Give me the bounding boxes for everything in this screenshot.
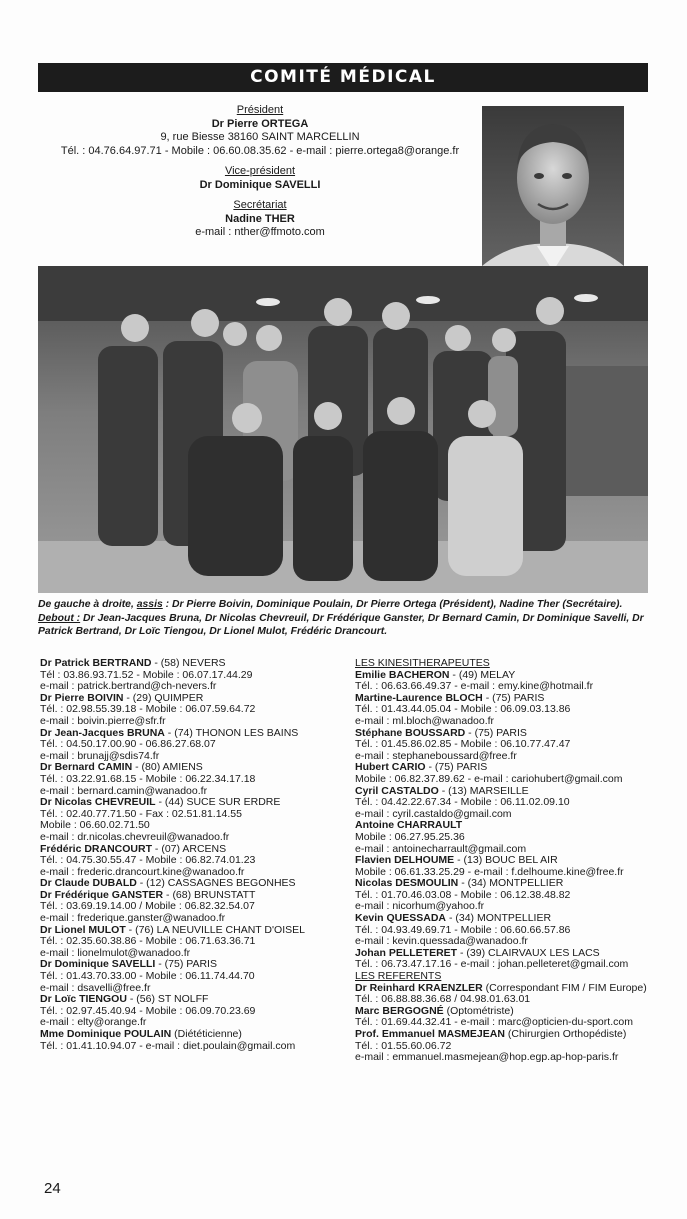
contact-entry — [355, 786, 655, 821]
contact-entry — [355, 1006, 655, 1029]
contact-entry — [355, 1029, 655, 1064]
contact-name: Kevin QUESSADA — [355, 912, 447, 925]
contact-name: Dr Bernard CAMIN — [40, 761, 133, 774]
officer-secretariat — [40, 199, 480, 240]
contact-line: Mobile : 06.60.02.71.50 — [40, 819, 150, 832]
contact-entry — [355, 983, 655, 1006]
caption-text: Dr Jean-Jacques Bruna, Dr Nicolas Chevreuil, Dr Frédérique Ganster, Dr Bernard Camin, Dr Dominique Savelli, Dr Patrick Bertrand, Dr Loïc Tiengou, Dr Lionel Mulot, Frédéric Drancourt. — [38, 612, 644, 637]
contact-line: Tél. : 04.75.30.55.47 - Mobile : 06.82.74.01.23 — [40, 854, 256, 867]
contact-name: Mme Dominique POULAIN — [40, 1028, 172, 1040]
contact-location: - (39) CLAIRVAUX LES LACS — [457, 946, 600, 959]
contact-name: Marc BERGOGNÉ — [355, 1004, 444, 1017]
specialists-list — [355, 658, 655, 1064]
contact-name: Dr Jean-Jacques BRUNA — [40, 726, 165, 739]
contact-name: Hubert CARIO — [355, 761, 426, 774]
officer-vice-president — [40, 165, 480, 192]
contact-line: e-mail : lionelmulot@wanadoo.fr — [40, 946, 191, 959]
contact-line: Tél. : 03.22.91.68.15 - Mobile : 06.22.34.17.18 — [40, 772, 256, 785]
contact-line: Tél. : 01.43.44.05.04 - Mobile : 06.09.03.13.86 — [355, 703, 571, 716]
contact-name: Dr Lionel MULOT — [40, 923, 126, 936]
contact-location: - (58) NEVERS — [151, 657, 226, 669]
contact-location: - (68) BRUNSTATT — [163, 888, 256, 901]
contact-location: - (13) BOUC BEL AIR — [454, 854, 558, 867]
contact-location: - (75) PARIS — [425, 761, 488, 774]
contact-line: e-mail : ml.bloch@wanadoo.fr — [355, 714, 495, 727]
contact-name: Dr Nicolas CHEVREUIL — [40, 796, 156, 809]
section-heading: LES REFERENTS — [355, 970, 442, 983]
caption-standing — [38, 612, 650, 639]
contact-line: e-mail : elty@orange.fr — [40, 1016, 147, 1029]
contact-name: Dr Patrick BERTRAND — [40, 657, 152, 669]
contact-line: e-mail : boivin.pierre@sfr.fr — [40, 714, 166, 727]
contact-name: Frédéric DRANCOURT — [40, 842, 153, 855]
contact-entry — [355, 728, 655, 763]
contact-entry — [40, 890, 350, 925]
contact-line: e-mail : frederic.drancourt.kine@wanadoo.fr — [40, 865, 245, 878]
section-heading: LES KINESITHERAPEUTES — [355, 657, 490, 669]
contact-name: Dr Dominique SAVELLI — [40, 958, 156, 971]
contact-line: Tél. : 04.93.49.69.71 - Mobile : 06.60.66.57.86 — [355, 923, 571, 936]
contact-location: (Optométriste) — [443, 1004, 514, 1017]
page-number: 24 — [44, 1180, 61, 1197]
contact-location: - (44) SUCE SUR ERDRE — [155, 796, 281, 809]
contact-location: - (76) LA NEUVILLE CHANT D'OISEL — [125, 923, 305, 936]
contact-line: Tél. : 01.55.60.06.72 — [355, 1039, 452, 1052]
contact-line: e-mail : stephaneboussard@free.fr — [355, 749, 517, 762]
contact-line: Tél. : 01.43.70.33.00 - Mobile : 06.11.74.44.70 — [40, 970, 255, 983]
officer-contact: e-mail : nther@ffmoto.com — [195, 226, 325, 238]
contact-location: - (75) PARIS — [482, 691, 545, 704]
contact-name: Emilie BACHERON — [355, 668, 450, 681]
contact-line: e-mail : dr.nicolas.chevreuil@wanadoo.fr — [40, 830, 230, 843]
contact-name: Dr Frédérique GANSTER — [40, 888, 164, 901]
contact-location: - (49) MELAY — [449, 668, 516, 681]
contact-location: - (80) AMIENS — [132, 761, 203, 774]
contact-entry — [40, 728, 350, 763]
caption-label: De gauche à droite, — [38, 599, 134, 610]
committee-group-photo — [38, 266, 648, 593]
contact-name: Antoine CHARRAULT — [355, 819, 463, 832]
contact-name: Johan PELLETERET — [355, 946, 458, 959]
section-title: COMITÉ MÉDICAL — [38, 63, 648, 92]
contact-name: Cyril CASTALDO — [355, 784, 439, 797]
contact-location: - (29) QUIMPER — [123, 691, 204, 704]
contact-name: Dr Claude DUBALD — [40, 877, 137, 890]
contact-location: (Correspondant FIM / FIM Europe) — [482, 981, 647, 994]
contact-entry — [40, 844, 350, 879]
contact-heading — [355, 855, 655, 867]
contact-line: Mobile : 06.82.37.89.62 - e-mail : cariohubert@gmail.com — [355, 772, 623, 785]
contact-entry — [355, 762, 655, 785]
contact-entry — [40, 762, 350, 797]
contact-line: Tél. : 02.40.77.71.50 - Fax : 02.51.81.14.55 — [40, 807, 242, 820]
contact-heading — [40, 1029, 350, 1041]
contact-name: Nicolas DESMOULIN — [355, 877, 459, 890]
caption-label: Debout : — [38, 612, 81, 624]
contact-line: e-mail : antoinecharrault@gmail.com — [355, 842, 527, 855]
contact-line: e-mail : emmanuel.masmejean@hop.egp.ap-hop-paris.fr — [355, 1051, 619, 1064]
contact-line: Tél. : 04.42.22.67.34 - Mobile : 06.11.02.09.10 — [355, 796, 570, 809]
contact-location: - (75) PARIS — [155, 958, 217, 971]
contact-line: Tél. : 01.45.86.02.85 - Mobile : 06.10.77.47.47 — [355, 738, 571, 751]
contact-entry — [355, 878, 655, 913]
officer-role: Vice-président — [224, 165, 296, 177]
contact-entry — [40, 797, 350, 843]
contact-heading — [40, 797, 350, 809]
contact-name: Prof. Emmanuel MASMEJEAN — [355, 1028, 505, 1040]
contact-location: - (13) MARSEILLE — [438, 784, 529, 797]
caption-seated — [38, 598, 650, 612]
contact-line: Tél. : 02.98.55.39.18 - Mobile : 06.07.59.64.72 — [40, 703, 256, 716]
contact-location: - (56) ST NOLFF — [126, 993, 209, 1006]
officer-name: Dr Pierre ORTEGA — [211, 117, 309, 130]
doctors-list — [40, 658, 350, 1052]
contact-line: e-mail : dsavelli@free.fr — [40, 981, 151, 994]
officers-block — [40, 104, 480, 240]
contact-entry — [40, 1029, 350, 1052]
photo-caption — [38, 598, 650, 639]
contact-name: Dr Reinhard KRAENZLER — [355, 981, 483, 994]
contact-name: Stéphane BOUSSARD — [355, 726, 466, 739]
contact-line: Tél : 03.86.93.71.52 - Mobile : 06.07.17.44.29 — [40, 668, 253, 681]
contact-entry — [40, 925, 350, 960]
officer-role: Président — [236, 104, 284, 116]
contact-location: - (34) MONTPELLIER — [446, 912, 552, 925]
contact-location: - (07) ARCENS — [152, 842, 227, 855]
contact-name: Martine-Laurence BLOCH — [355, 691, 483, 704]
contact-name: Dr Loïc TIENGOU — [40, 993, 127, 1006]
contact-location: - (12) CASSAGNES BEGONHES — [136, 877, 296, 890]
contact-name: Dr Pierre BOIVIN — [40, 691, 124, 704]
contact-location: (Diététicienne) — [171, 1028, 242, 1040]
contact-line: Tél. : 01.69.44.32.41 - e-mail : marc@opticien-du-sport.com — [355, 1016, 633, 1029]
caption-sublabel: assis — [136, 599, 163, 610]
contact-entry — [355, 670, 655, 693]
contact-line: e-mail : frederique.ganster@wanadoo.fr — [40, 912, 226, 925]
contact-line: e-mail : cyril.castaldo@gmail.com — [355, 807, 512, 820]
contact-entry — [355, 913, 655, 948]
contact-heading — [355, 1029, 655, 1041]
contact-heading — [40, 658, 350, 670]
officer-name: Dr Dominique SAVELLI — [199, 178, 321, 191]
contact-line: e-mail : patrick.bertrand@ch-nevers.fr — [40, 680, 217, 693]
contact-line: Mobile : 06.61.33.25.29 - e-mail : f.delhoume.kine@free.fr — [355, 865, 624, 878]
contact-line: Tél. : 01.41.10.94.07 - e-mail : diet.poulain@gmail.com — [40, 1039, 296, 1052]
contact-entry — [40, 994, 350, 1029]
caption-text: : Dr Pierre Boivin, Dominique Poulain, Dr Pierre Ortega (Président), Nadine Ther (Secrétaire). — [162, 599, 623, 610]
contact-location: - (75) PARIS — [465, 726, 527, 739]
contact-line: Mobile : 06.27.95.25.36 — [355, 830, 465, 843]
contact-line: e-mail : nicorhum@yahoo.fr — [355, 900, 485, 913]
contact-line: Tél. : 02.97.45.40.94 - Mobile : 06.09.70.23.69 — [40, 1004, 256, 1017]
contact-line: Tél. : 02.35.60.38.86 - Mobile : 06.71.63.36.71 — [40, 935, 256, 948]
officer-address: 9, rue Biesse 38160 SAINT MARCELLIN — [160, 131, 360, 143]
contact-entry — [40, 959, 350, 994]
contact-entry — [355, 855, 655, 878]
contact-line: Tél. : 03.69.19.14.00 / Mobile : 06.82.32.54.07 — [40, 900, 255, 913]
contact-heading — [355, 913, 655, 925]
contact-entry — [40, 693, 350, 728]
contact-line: e-mail : kevin.quessada@wanadoo.fr — [355, 935, 528, 948]
contact-line: e-mail : bernard.camin@wanadoo.fr — [40, 784, 208, 797]
officer-name: Nadine THER — [225, 212, 295, 225]
contact-entry — [355, 820, 655, 855]
contact-location: (Chirurgien Orthopédiste) — [504, 1028, 627, 1040]
contact-entry — [40, 658, 350, 693]
contact-location: - (34) MONTPELLIER — [458, 877, 564, 890]
contact-entry — [355, 693, 655, 728]
contact-line: Tél. : 06.63.66.49.37 - e-mail : emy.kine@hotmail.fr — [355, 680, 594, 693]
contact-name: Flavien DELHOUME — [355, 854, 455, 867]
officer-contact: Tél. : 04.76.64.97.71 - Mobile : 06.60.08.35.62 - e-mail : pierre.ortega8@orange.fr — [60, 144, 460, 157]
contact-line: e-mail : brunajj@sdis74.fr — [40, 749, 160, 762]
contact-line: Tél. : 01.70.46.03.08 - Mobile : 06.12.38.48.82 — [355, 888, 571, 901]
contact-entry — [355, 948, 655, 971]
contact-location: - (74) THONON LES BAINS — [164, 726, 299, 739]
contact-line: Tél. : 06.88.88.36.68 / 04.98.01.63.01 — [355, 993, 531, 1006]
officer-role: Secrétariat — [233, 199, 287, 211]
contact-line: Tél. : 06.73.47.17.16 - e-mail : johan.pelleteret@gmail.com — [355, 958, 629, 971]
contact-line: Tél. : 04.50.17.00.90 - 06.86.27.68.07 — [40, 738, 216, 751]
officer-president — [40, 104, 480, 158]
